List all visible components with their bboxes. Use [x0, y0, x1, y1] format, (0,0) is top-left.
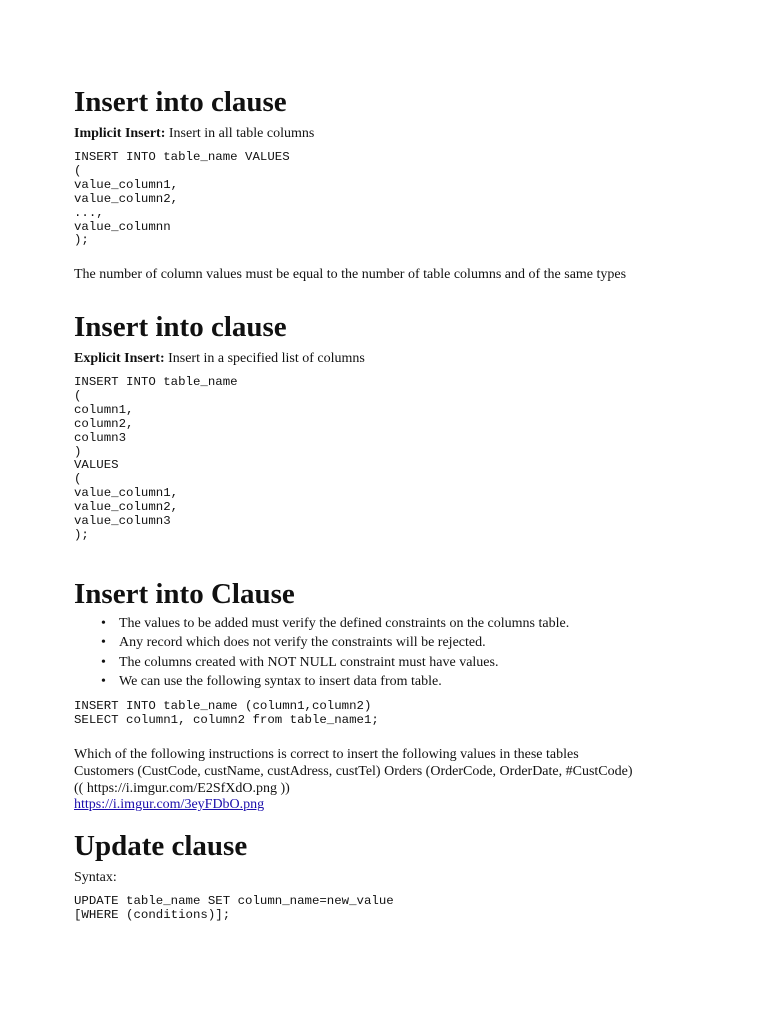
section-heading: Insert into clause — [74, 86, 287, 118]
lead-text: Insert in a specified list of columns — [168, 351, 365, 366]
code-block: INSERT INTO table_name ( column1, column2, column3 ) VALUES ( value_column1, value_column2, value_column3 ); — [74, 375, 238, 542]
code-block: UPDATE table_name SET column_name=new_value [WHERE (conditions)]; — [74, 894, 394, 922]
image-link[interactable]: https://i.imgur.com/3eyFDbO.png — [74, 797, 265, 812]
section-heading: Insert into clause — [74, 311, 287, 343]
list-item: • We can use the following syntax to insert data from table. — [74, 672, 569, 691]
bullet-list — [74, 614, 569, 691]
section-heading: Update clause — [74, 830, 248, 862]
question-line: Customers (CustCode, custName, custAdress, custTel) Orders (OrderCode, OrderDate, #CustCode) — [74, 764, 633, 779]
code-block: INSERT INTO table_name VALUES ( value_column1, value_column2, ..., value_columnn ); — [74, 150, 290, 248]
code-block: INSERT INTO table_name (column1,column2) SELECT column1, column2 from table_name1; — [74, 699, 379, 727]
section-lead — [74, 125, 314, 142]
section-note: The number of column values must be equal to the number of table columns and of the same types — [74, 267, 627, 282]
question-line: Which of the following instructions is correct to insert the following values in these tables — [74, 747, 579, 762]
lead-bold-label: Explicit Insert: — [74, 351, 165, 366]
lead-bold-label: Implicit Insert: — [74, 126, 166, 141]
list-item: • The values to be added must verify the defined constraints on the columns table. — [74, 614, 569, 633]
list-item: • Any record which does not verify the constraints will be rejected. — [74, 633, 569, 652]
section-lead — [74, 350, 365, 367]
question-line: (( https://i.imgur.com/E2SfXdO.png )) — [74, 781, 290, 796]
lead-text: Insert in all table columns — [168, 126, 315, 141]
list-item: • The columns created with NOT NULL constraint must have values. — [74, 653, 569, 672]
section-lead: Syntax: — [74, 870, 117, 885]
link-line — [74, 796, 264, 813]
section-heading: Insert into Clause — [74, 578, 295, 610]
